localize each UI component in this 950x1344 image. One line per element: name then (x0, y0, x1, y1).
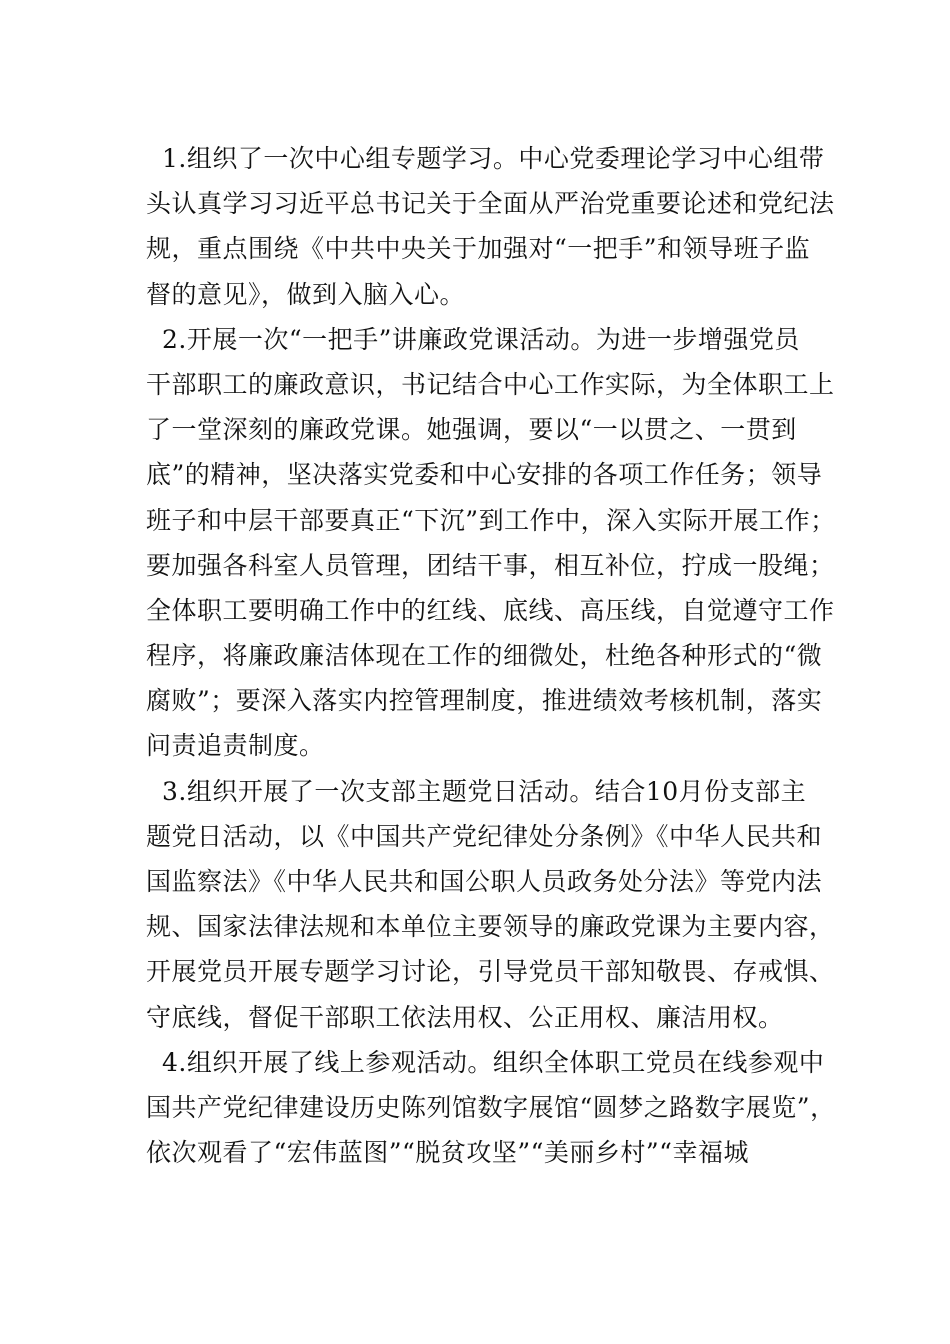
paragraph-line: 国监察法》《中华人民共和国公职人员政务处分法》等党内法 (146, 867, 823, 896)
paragraph-line: 守底线，督促干部职工依法用权、公正用权、廉洁用权。 (146, 1002, 784, 1032)
paragraph-line: 3.组织开展了一次支部主题党日活动。结合10月份支部主 (162, 776, 807, 806)
paragraph-line: 班子和中层干部要真正“下沉”到工作中，深入实际开展工作； (146, 505, 836, 535)
paragraph-line: 国共产党纪律建设历史陈列馆数字展馆“圆梦之路数字展览”， (146, 1092, 836, 1122)
paragraph-line: 干部职工的廉政意识，书记结合中心工作实际，为全体职工上 (146, 369, 835, 399)
paragraph-line: 腐败”；要深入落实内控管理制度，推进绩效考核机制，落实 (146, 686, 823, 716)
paragraph-line: 开展党员开展专题学习讨论，引导党员干部知敬畏、存戒惧、 (146, 957, 835, 987)
paragraph-line: 了一堂深刻的廉政党课。她强调，要以“一以贯之、一贯到 (146, 415, 797, 445)
paragraph-line: 规，重点围绕《中共中央关于加强对“一把手”和领导班子监 (146, 234, 811, 264)
paragraph-line: 题党日活动，以《中国共产党纪律处分条例》《中华人民共和 (146, 821, 823, 851)
paragraph-line: 2.开展一次“一把手”讲廉政党课活动。为进一步增强党员 (162, 324, 800, 354)
paragraph-line: 依次观看了“宏伟蓝图”“脱贫攻坚”“美丽乡村”“幸福城 (146, 1138, 749, 1168)
paragraph-line: 程序，将廉政廉洁体现在工作的细微处，杜绝各种形式的“微 (146, 641, 823, 671)
paragraph-line: 底”的精神，坚决落实党委和中心安排的各项工作任务；领导 (146, 460, 823, 490)
paragraph-2 (146, 317, 836, 769)
paragraph-line: 规、国家法律法规和本单位主要领导的廉政党课为主要内容， (146, 912, 835, 942)
document-body (146, 136, 836, 1175)
paragraph-line: 头认真学习习近平总书记关于全面从严治党重要论述和党纪法 (146, 189, 835, 219)
paragraph-line: 要加强各科室人员管理，团结干事，相互补位，拧成一股绳； (146, 550, 835, 580)
paragraph-line: 全体职工要明确工作中的红线、底线、高压线，自觉遵守工作 (146, 595, 835, 625)
paragraph-line: 问责追责制度。 (146, 731, 325, 761)
paragraph-line: 4.组织开展了线上参观活动。组织全体职工党员在线参观中 (162, 1047, 825, 1077)
paragraph-4 (146, 1040, 836, 1176)
paragraph-3 (146, 769, 835, 1040)
paragraph-line: 1.组织了一次中心组专题学习。中心党委理论学习中心组带 (162, 144, 825, 173)
paragraph-1 (146, 136, 835, 317)
paragraph-line: 督的意见》，做到入脑入心。 (146, 279, 466, 309)
